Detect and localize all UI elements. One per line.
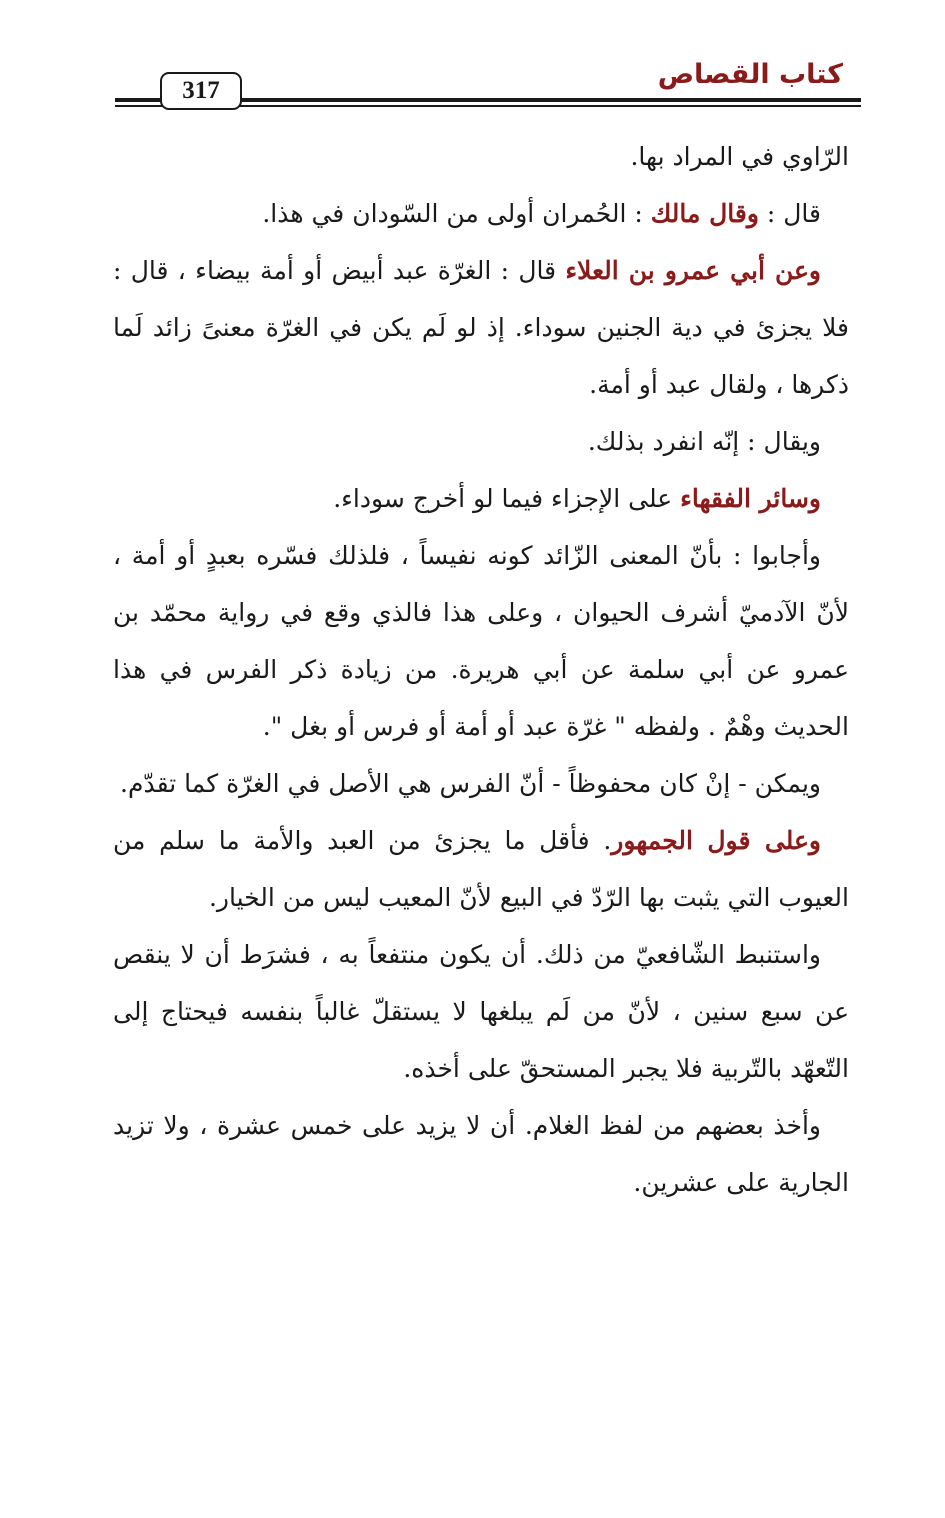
highlight-malik: وقال مالك — [650, 199, 759, 228]
paragraph-5: وسائر الفقهاء على الإجزاء فيما لو أخرج سوداء. — [333, 484, 821, 513]
paragraph-8: وعلى قول الجمهور. فأقل ما يجزئ من العبد والأمة ما سلم من العيوب التي يثبت بها الرّدّ في البيع لأنّ المعيب ليس من الخيار. — [113, 826, 849, 912]
highlight-abu-amr: وعن أبي عمرو بن العلاء — [565, 256, 821, 285]
paragraph-1: الرّاوي في المراد بها. — [630, 142, 849, 171]
paragraph-7: ويمكن - إنْ كان محفوظاً - أنّ الفرس هي الأصل في الغرّة كما تقدّم. — [120, 769, 821, 798]
paragraph-10: وأخذ بعضهم من لفظ الغلام. أن لا يزيد على خمس عشرة ، ولا تزيد الجارية على عشرين. — [113, 1111, 849, 1197]
page-number: 317 — [160, 72, 242, 110]
book-title: كتاب القصاص — [657, 59, 843, 90]
paragraph-4: ويقال : إنّه انفرد بذلك. — [587, 427, 821, 456]
highlight-fuqaha: وسائر الفقهاء — [680, 484, 821, 513]
paragraph-3: وعن أبي عمرو بن العلاء قال : الغرّة عبد أبيض أو أمة بيضاء ، قال : فلا يجزئ في دية الجنين سوداء. إذ لو لَم يكن في الغرّة معنىً زائد لَما ذكرها ، ولقال عبد أو أمة. — [113, 256, 849, 399]
highlight-jumhur: وعلى قول الجمهور — [611, 826, 821, 855]
paragraph-6: وأجابوا : بأنّ المعنى الزّائد كونه نفيساً ، فلذلك فسّره بعبدٍ أو أمة ، لأنّ الآدميّ أشرف الحيوان ، وعلى هذا فالذي وقع في رواية محمّد بن عمرو عن أبي سلمة عن أبي هريرة. من زيادة ذكر الفرس في هذا الحديث وهْمٌ . ولفظه " غرّة عبد أو أمة أو فرس أو بغل ". — [113, 541, 849, 741]
page-header — [115, 52, 861, 114]
paragraph-2: قال : وقال مالك : الحُمران أولى من السّودان في هذا. — [262, 199, 821, 228]
page-body — [113, 128, 849, 1211]
paragraph-9: واستنبط الشّافعيّ من ذلك. أن يكون منتفعاً به ، فشرَط أن لا ينقص عن سبع سنين ، لأنّ من لَم يبلغها لا يستقلّ غالباً بنفسه فيحتاج إلى التّعهّد بالتّربية فلا يجبر المستحقّ على أخذه. — [113, 940, 849, 1083]
